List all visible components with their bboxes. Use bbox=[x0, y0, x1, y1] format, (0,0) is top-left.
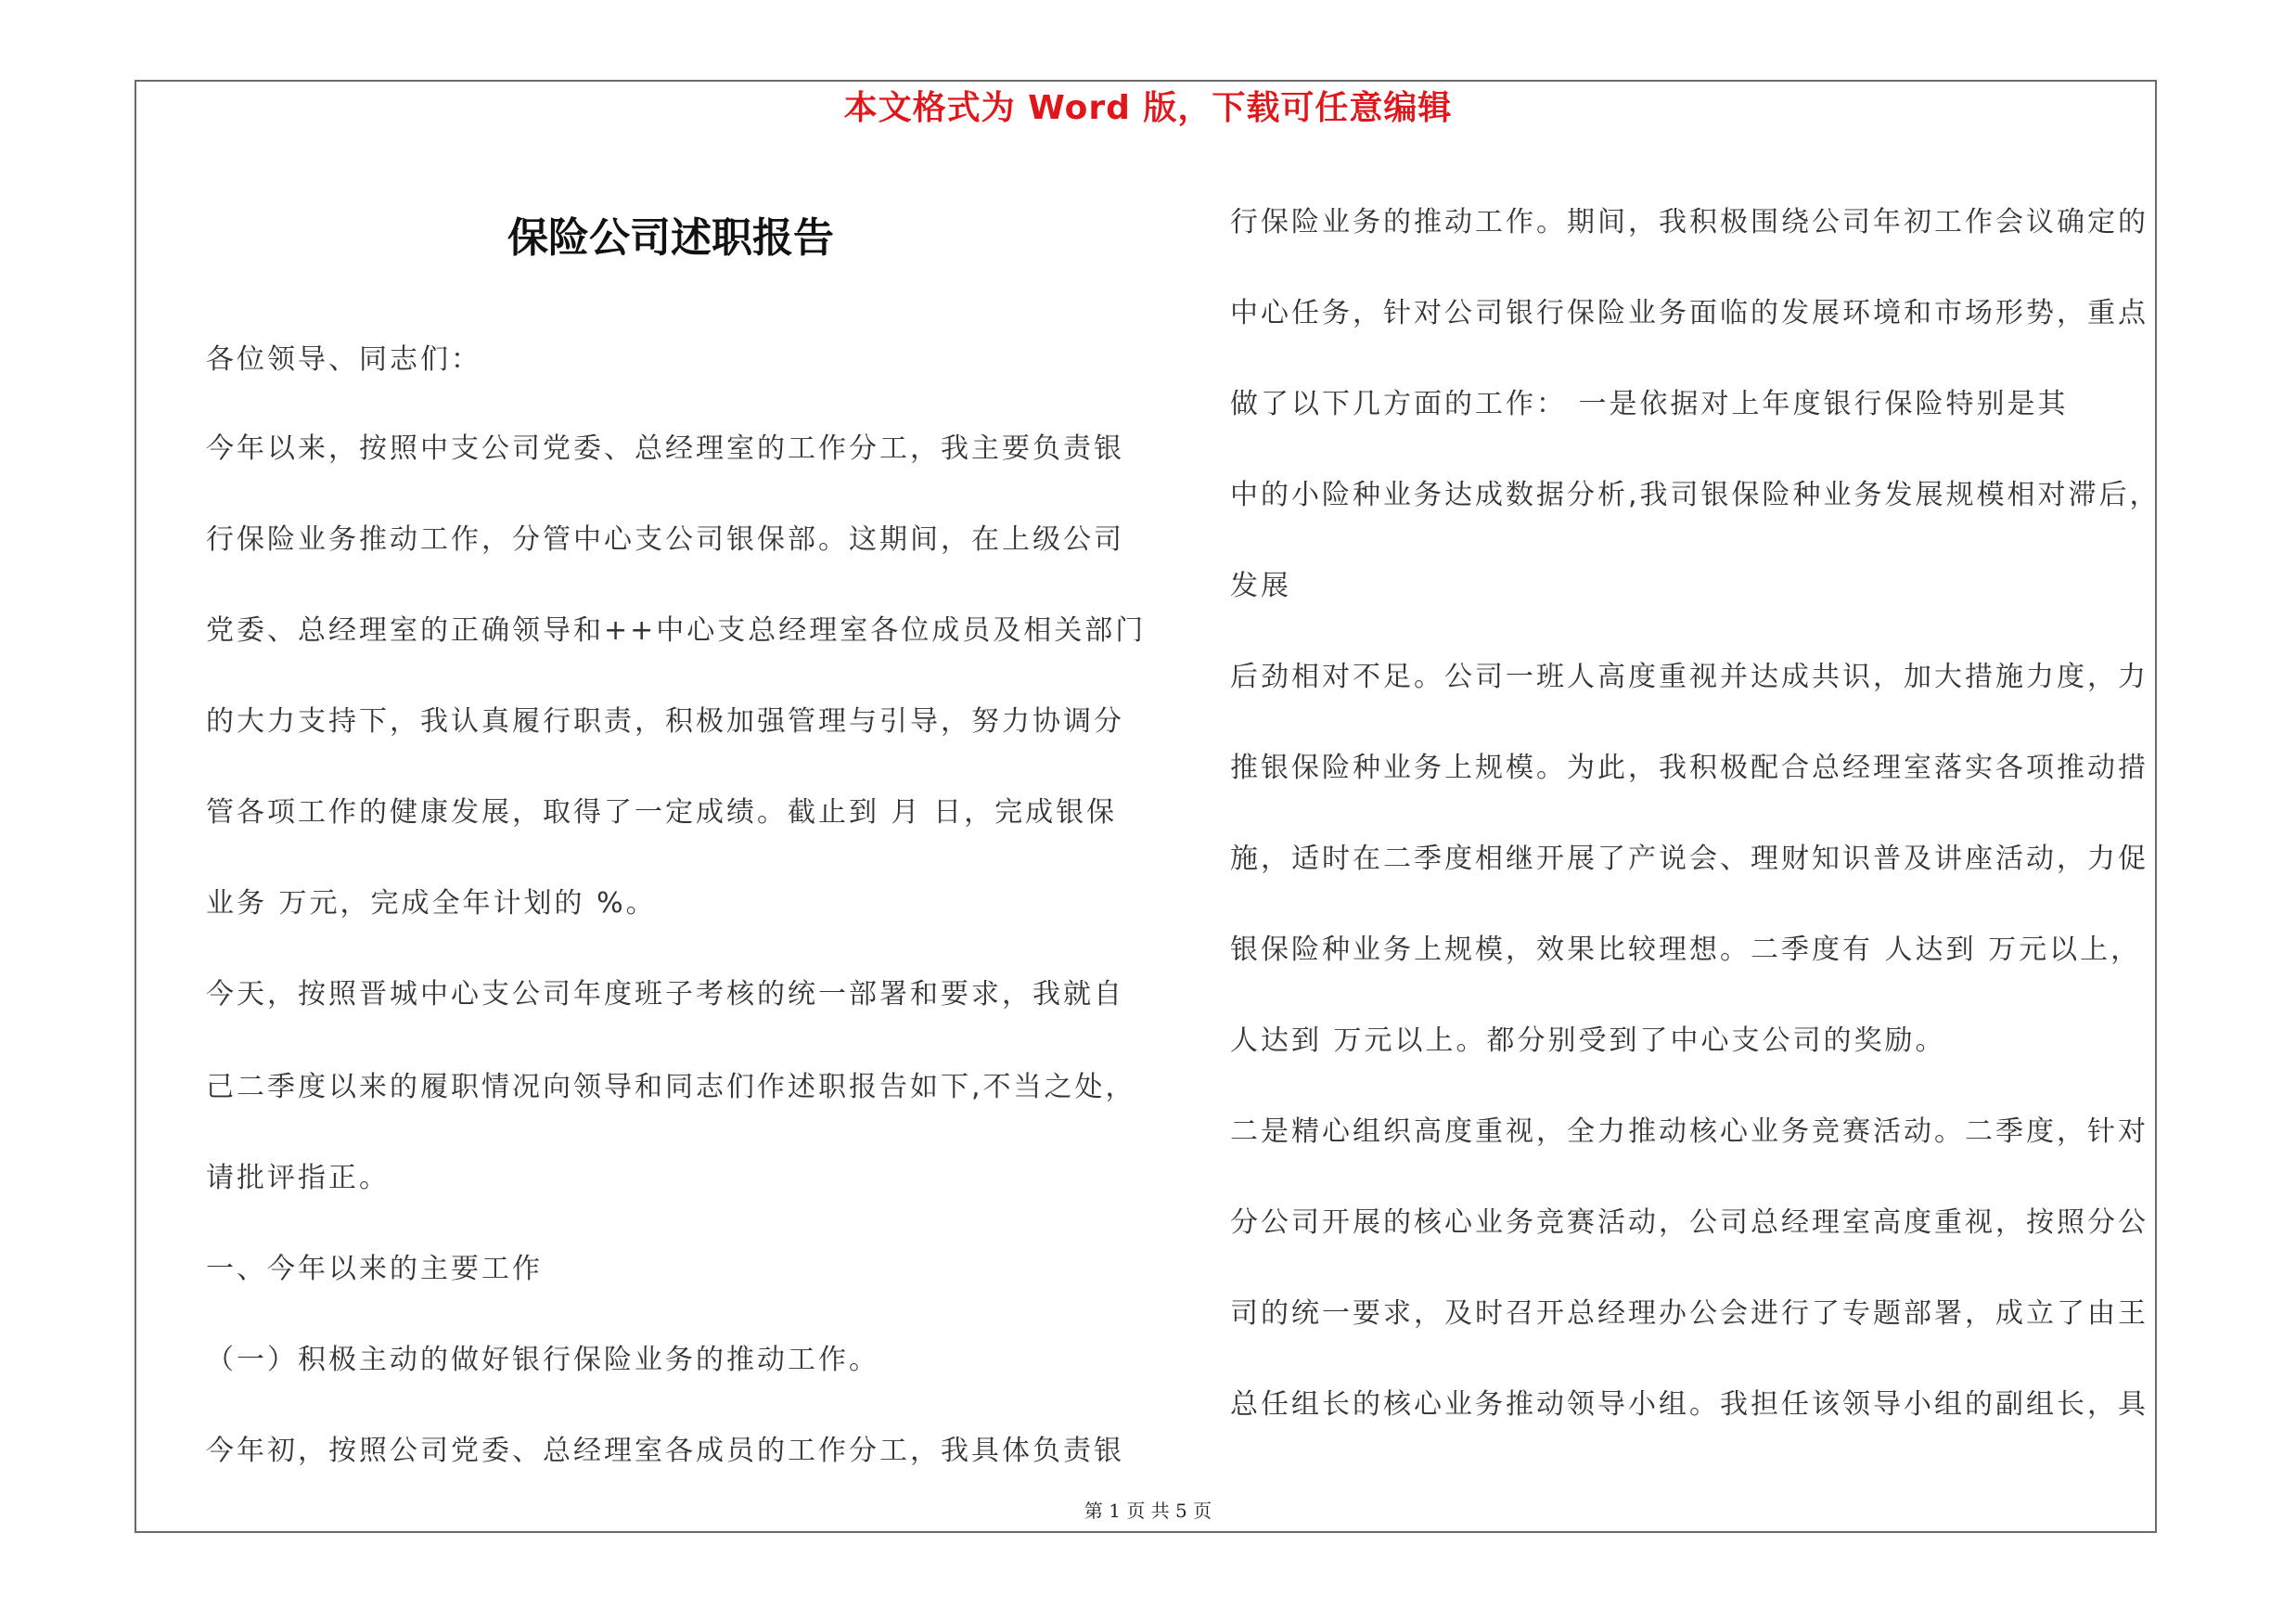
text-line: （一）积极主动的做好银行保险业务的推动工作。 bbox=[206, 1344, 879, 1376]
page-footer: 第 1 页 共 5 页 bbox=[1084, 1500, 1212, 1522]
format-banner: 本文格式为 Word 版，下载可任意编辑 bbox=[843, 89, 1453, 127]
text-line: 今年以来，按照中支公司党委、总经理室的工作分工，我主要负责银 bbox=[206, 432, 1124, 465]
text-line: 总任组长的核心业务推动领导小组。我担任该领导小组的副组长，具 bbox=[1230, 1388, 2148, 1421]
text-line: 人达到 万元以上。都分别受到了中心支公司的奖励。 bbox=[1230, 1024, 1946, 1057]
text-line: 施，适时在二季度相继开展了产说会、理财知识普及讲座活动，力促 bbox=[1230, 843, 2148, 875]
text-line: 发展 bbox=[1230, 570, 1291, 602]
text-line: 业务 万元，完成全年计划的 %。 bbox=[206, 887, 657, 920]
text-line: 党委、总经理室的正确领导和++中心支总经理室各位成员及相关部门 bbox=[206, 614, 1147, 647]
text-line: 分公司开展的核心业务竞赛活动，公司总经理室高度重视，按照分公 bbox=[1230, 1206, 2148, 1239]
text-line: 二是精心组织高度重视，全力推动核心业务竞赛活动。二季度，针对 bbox=[1230, 1115, 2148, 1148]
text-line: 中的小险种业务达成数据分析,我司银保险种业务发展规模相对滞后， bbox=[1230, 479, 2161, 511]
text-line: 行保险业务推动工作，分管中心支公司银保部。这期间，在上级公司 bbox=[206, 523, 1124, 556]
text-line: 管各项工作的健康发展，取得了一定成绩。截止到 月 日，完成银保 bbox=[206, 796, 1118, 829]
text-line: 今天，按照晋城中心支公司年度班子考核的统一部署和要求，我就自 bbox=[206, 978, 1124, 1011]
text-line: 后劲相对不足。公司一班人高度重视并达成共识，加大措施力度，力 bbox=[1230, 661, 2148, 693]
text-line: 做了以下几方面的工作： 一是依据对上年度银行保险特别是其 bbox=[1230, 388, 2069, 420]
text-line: 一、今年以来的主要工作 bbox=[206, 1253, 543, 1285]
text-line: 今年初，按照公司党委、总经理室各成员的工作分工，我具体负责银 bbox=[206, 1435, 1124, 1467]
text-line: 中心任务，针对公司银行保险业务面临的发展环境和市场形势，重点 bbox=[1230, 297, 2148, 329]
text-line: 银保险种业务上规模，效果比较理想。二季度有 人达到 万元以上， bbox=[1230, 934, 2142, 966]
text-line: 行保险业务的推动工作。期间，我积极围绕公司年初工作会议确定的 bbox=[1230, 206, 2148, 238]
text-line: 司的统一要求，及时召开总经理办公会进行了专题部署，成立了由王 bbox=[1230, 1297, 2148, 1330]
text-line: 的大力支持下，我认真履行职责，积极加强管理与引导，努力协调分 bbox=[206, 705, 1124, 738]
text-line: 己二季度以来的履职情况向领导和同志们作述职报告如下,不当之处， bbox=[206, 1071, 1136, 1103]
text-line: 各位领导、同志们： bbox=[206, 343, 481, 376]
text-line: 请批评指正。 bbox=[206, 1162, 390, 1194]
text-line: 推银保险种业务上规模。为此，我积极配合总经理室落实各项推动措 bbox=[1230, 752, 2148, 784]
document-title: 保险公司述职报告 bbox=[507, 214, 834, 262]
